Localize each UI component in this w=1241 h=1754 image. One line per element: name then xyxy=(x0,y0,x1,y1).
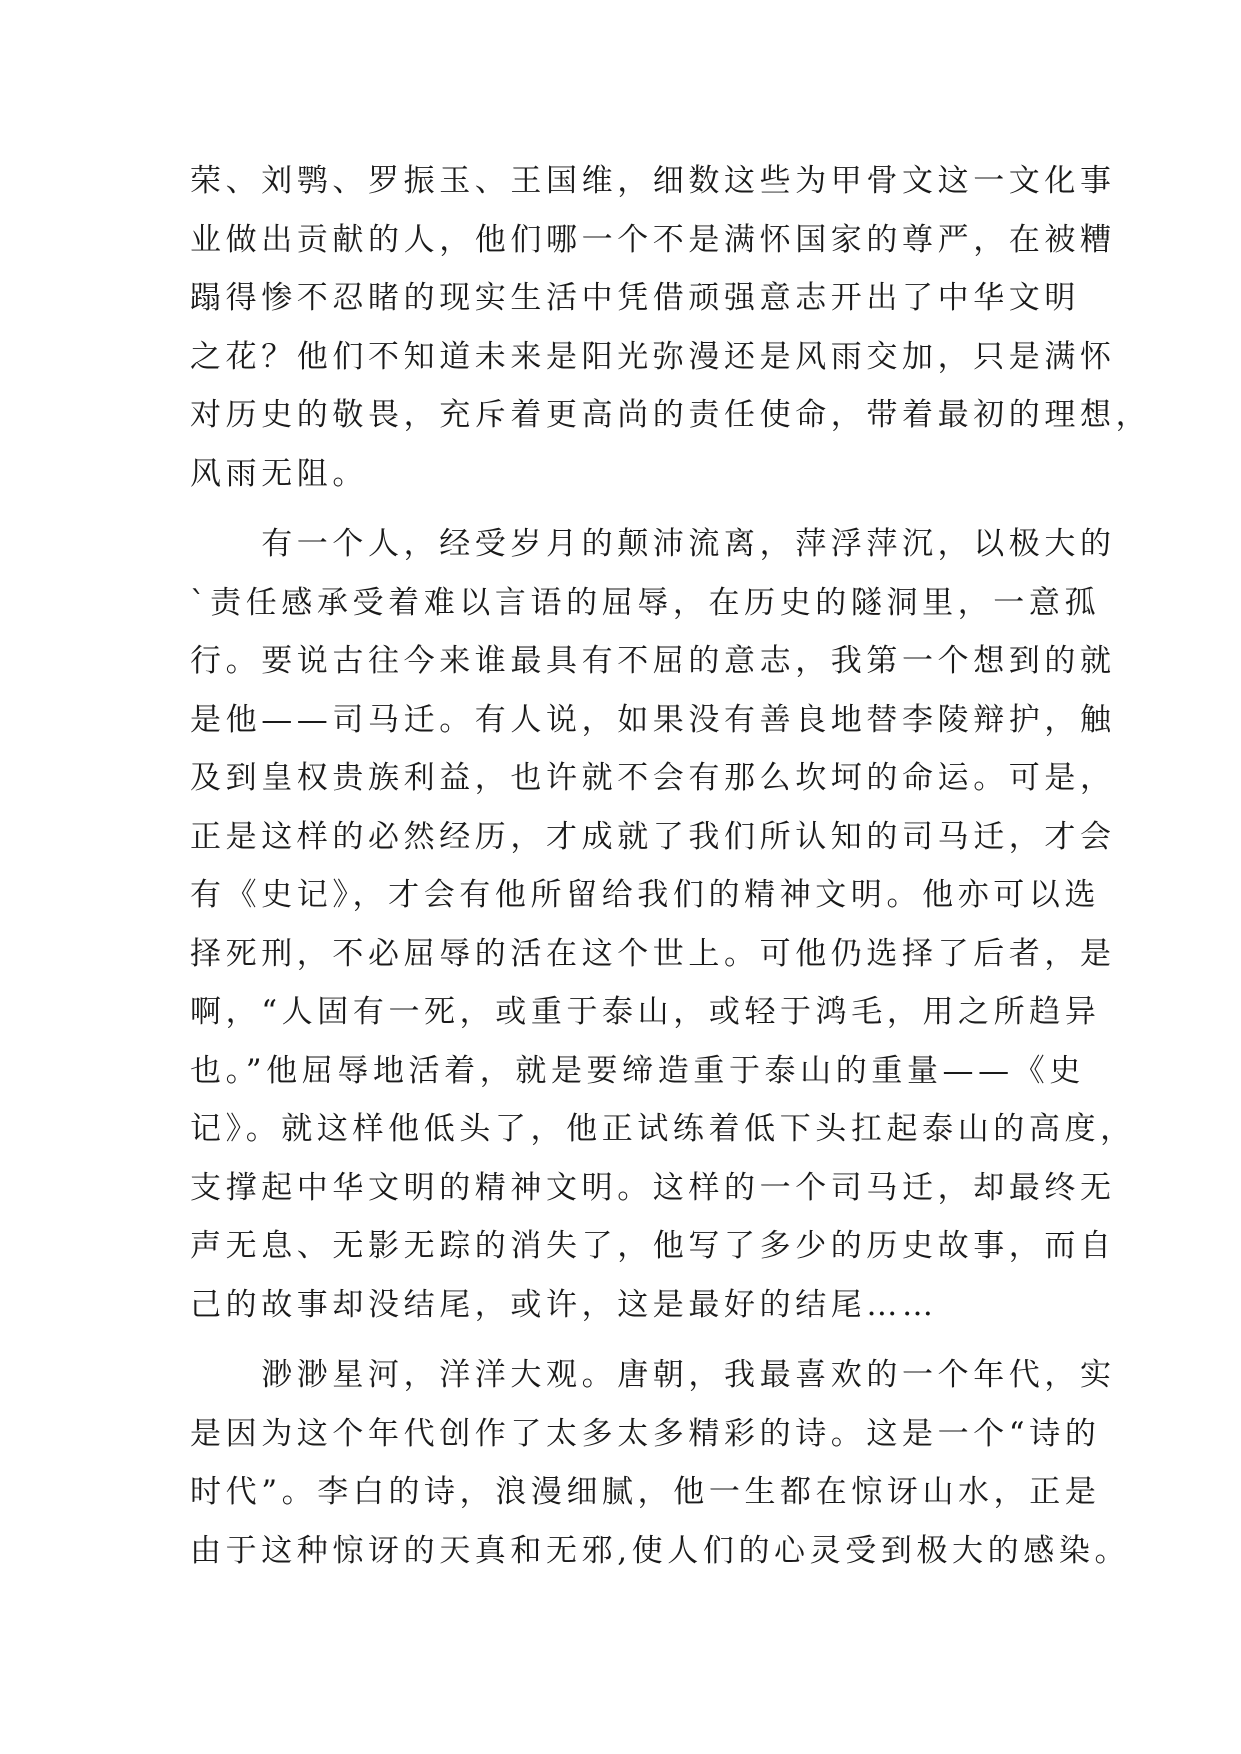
text-line: `责任感承受着难以言语的屈辱，在历史的隧洞里，一意孤 xyxy=(190,584,1101,621)
text-line: 荣、刘鹗、罗振玉、王国维，细数这些为甲骨文这一文化事 xyxy=(190,163,1116,199)
text-line: 啊，“人固有一死，或重于泰山，或轻于鸿毛，用之所趋异 xyxy=(190,994,1101,1030)
text-line: 由于这种惊讶的天真和无邪,使人们的心灵受到极大的感染。 xyxy=(190,1532,1131,1569)
text-line: 风雨无阻。 xyxy=(190,455,368,492)
text-line: 己的故事却没结尾，或许，这是最好的结尾…… xyxy=(190,1286,938,1323)
paragraph-3 xyxy=(190,1346,1131,1580)
text-line: 之花？他们不知道未来是阳光弥漫还是风雨交加，只是满怀 xyxy=(190,338,1116,375)
paragraph-2 xyxy=(190,515,1136,1334)
paragraph-1 xyxy=(190,152,1152,503)
text-line: 正是这样的必然经历，才成就了我们所认知的司马迁，才会 xyxy=(190,818,1116,855)
text-line: 支撑起中华文明的精神文明。这样的一个司马迁，却最终无 xyxy=(190,1169,1116,1206)
text-line: 有《史记》，才会有他所留给我们的精神文明。他亦可以选 xyxy=(190,877,1101,913)
text-line: 择死刑，不必屈辱的活在这个世上。可他仍选择了后者，是 xyxy=(190,935,1116,972)
document-body xyxy=(190,152,1152,1580)
text-line: 有一个人，经受岁月的颠沛流离，萍浮萍沉，以极大的 xyxy=(190,526,1116,562)
text-line: 及到皇权贵族利益，也许就不会有那么坎坷的命运。可是， xyxy=(190,760,1116,796)
text-line: 记》。就这样他低头了，他正试练着低下头扛起泰山的高度， xyxy=(190,1111,1136,1147)
text-line: 行。要说古往今来谁最具有不屈的意志，我第一个想到的就 xyxy=(190,643,1116,679)
text-line: 渺渺星河，洋洋大观。唐朝，我最喜欢的一个年代，实 xyxy=(190,1357,1116,1393)
paragraph-spacing xyxy=(190,1334,1070,1346)
text-line: 蹋得惨不忍睹的现实生活中凭借顽强意志开出了中华文明 xyxy=(190,280,1080,316)
text-line: 时代”。李白的诗，浪漫细腻，他一生都在惊讶山水，正是 xyxy=(190,1474,1101,1510)
text-line: 声无息、无影无踪的消失了，他写了多少的历史故事，而自 xyxy=(190,1228,1116,1264)
paragraph-spacing xyxy=(190,503,1070,515)
text-line: 也。”他屈辱地活着，就是要缔造重于泰山的重量——《史 xyxy=(190,1052,1085,1089)
text-line: 业做出贡献的人，他们哪一个不是满怀国家的尊严，在被糟 xyxy=(190,221,1116,258)
text-line: 是他——司马迁。有人说，如果没有善良地替李陵辩护，触 xyxy=(190,701,1116,738)
text-line: 对历史的敬畏，充斥着更高尚的责任使命，带着最初的理想， xyxy=(190,397,1152,433)
text-line: 是因为这个年代创作了太多太多精彩的诗。这是一个“诗的 xyxy=(190,1415,1101,1452)
